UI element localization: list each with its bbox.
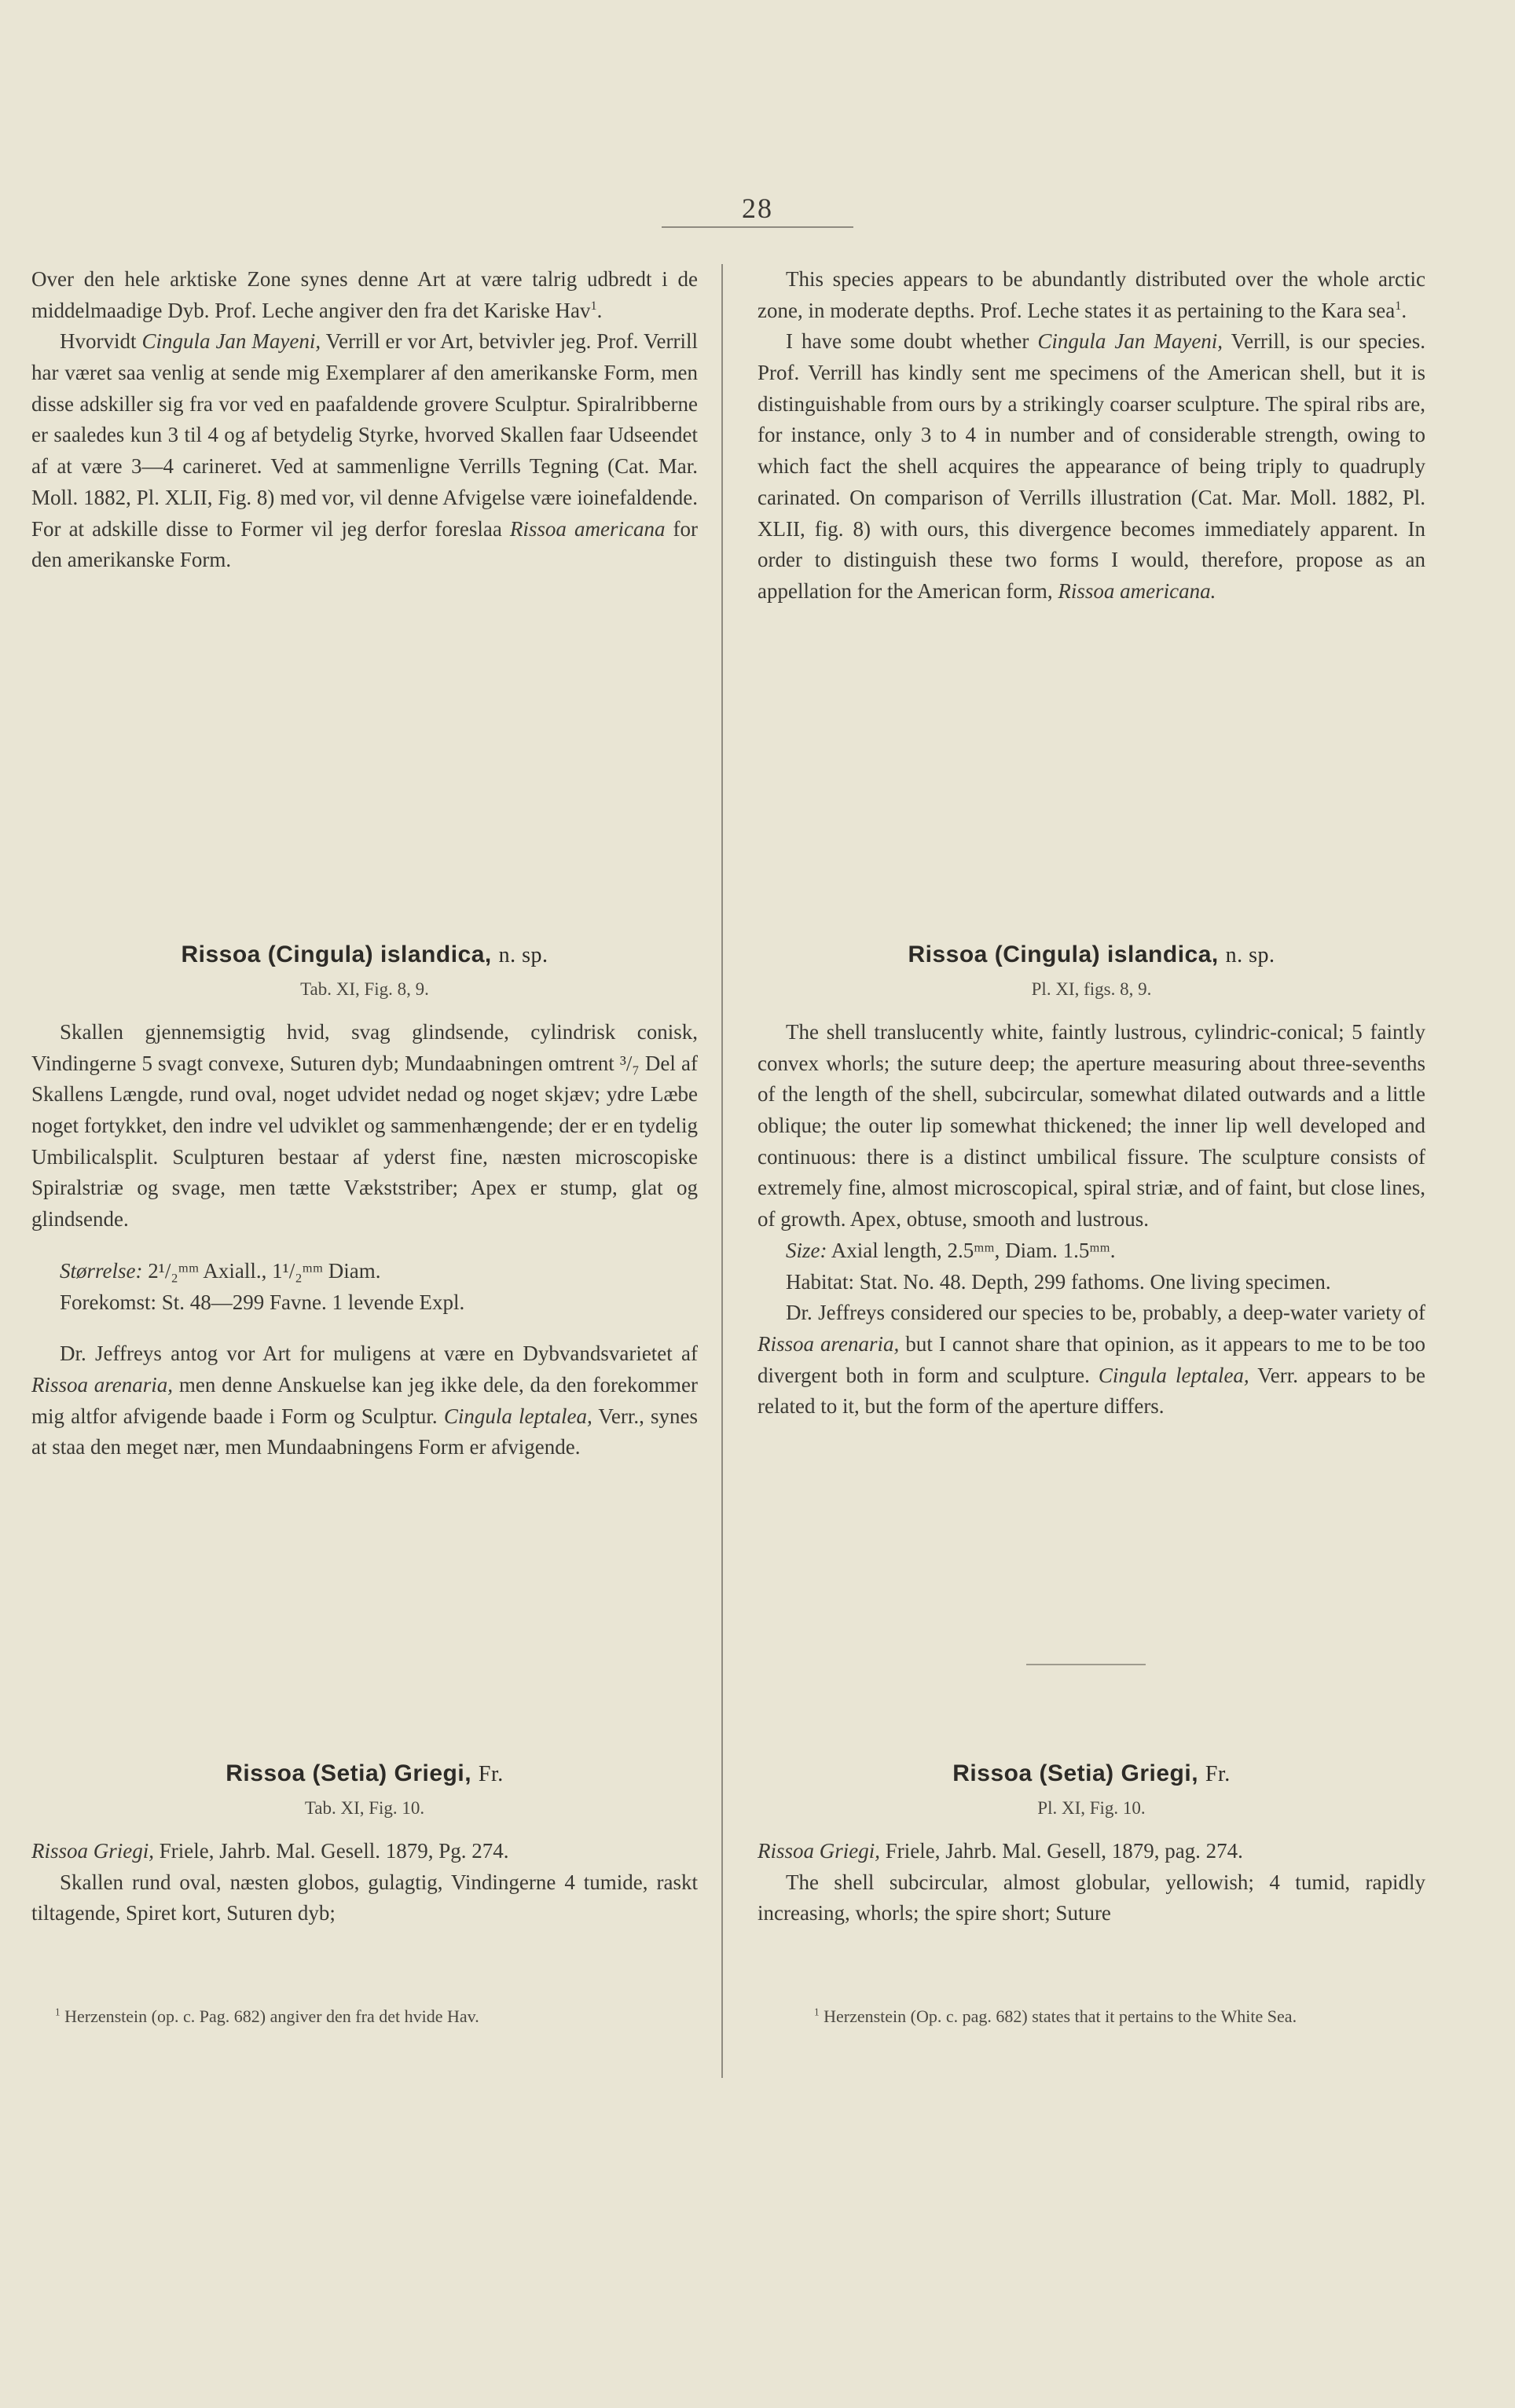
right-intro-para-2: I have some doubt whether Cingula Jan Mayeni, Verrill, is our species. Prof. Verrill has kindly sent me specimens of the American shell, but it is distinguishable from ours by a strikingly coarser sculpture. The spiral ribs are, for instance, only 3 to 4 in number and of considerable strength, owing to which fact the shell acquires the appearance of being triply to quadruply carinated. On comparison of Verrills illustration (Cat. Mar. Moll. 1882, Pl. XLII, fig. 8) with ours, this divergence becomes immediately apparent. In order to distinguish these two forms I would, therefore, propose as an appellation for the American form, Rissoa americana. <box>758 329 1425 603</box>
left-intro <box>31 264 698 576</box>
section-islandica-english <box>758 942 1425 1422</box>
description: Skallen gjennemsigtig hvid, svag glindsende, cylindrisk conisk, Vindingerne 5 svagt convexe, Suturen dyb; Mundaabningen omtrent ³/₇ Del af Skallens Længde, rund oval, noget udvidet nedad og noget skjæv; ydre Læbe noget fortykket, den indre vel udviklet og sammenhængende; der er en tydelig Umbilicalsplit. Sculpturen bestaar af yderst fine, næsten microscopiske Spiralstriæ og svage, men tætte Vækststriber; Apex er stump, glat og glindsende. <box>31 1020 698 1232</box>
left-intro-para-2: Hvorvidt Cingula Jan Mayeni, Verrill er vor Art, betvivler jeg. Prof. Verrill har været saa venlig at sende mig Exemplarer af den amerikanske Form, men disse adskiller sig fra vor ved en paafaldende grovere Sculptur. Spiralribberne er saaledes kun 3 til 4 og af betydelig Styrke, hvorved Skallen faar Udseendet af at være 3—4 carineret. Ved at sammenligne Verrills Tegning (Cat. Mar. Moll. 1882, Pl. XLII, Fig. 8) med vor, vil denne Afvigelse være ioinefaldende. For at adskille disse to Former vil jeg derfor foreslaa Rissoa americana for den amerikanske Form. <box>31 329 699 572</box>
size: Størrelse: 2¹/₂ᵐᵐ Axiall., 1¹/₂ᵐᵐ Diam. <box>60 1258 381 1283</box>
footnote-left: $^1$ Herzenstein (op. c. Pag. 682) angiver den fra det hvide Hav. <box>55 2006 479 2026</box>
plate-reference: Tab. XI, Fig. 10. <box>304 1798 425 1818</box>
right-intro <box>758 264 1425 608</box>
remark: Dr. Jeffreys antog vor Art for muligens at være en Dybvandsvarietet af Rissoa arenaria, men denne Anskuelse kan jeg ikke dele, da den forekommer mig altfor afvigende baade i Form og Sculptur. Cingula leptalea, Verr., synes at staa den meget nær, men Mundaabningens Form er afvigende. <box>31 1342 699 1459</box>
section-islandica-danish <box>31 942 698 1463</box>
plate-reference: Pl. XI, Fig. 10. <box>1037 1798 1146 1818</box>
plate-reference: Tab. XI, Fig. 8, 9. <box>300 979 429 999</box>
habitat: Habitat: Stat. No. 48. Depth, 299 fathoms. One living specimen. <box>786 1269 1331 1294</box>
description: The shell translucently white, faintly lustrous, cylindric-conical; 5 faintly convex whorls; the suture deep; the aperture measuring about three-sevenths of the length of the shell, subcircular, somewhat dilated outwards and a little oblique; the outer lip somewhat thickened; the inner lip well developed and continuous: there is a distinct umbilical fissure. The sculpture consists of extremely fine, almost microscopical, spiral striæ, and of faint, but close lines, of growth. Apex, obtuse, smooth and lustrous. <box>758 1020 1425 1232</box>
separator-rule <box>1026 1664 1146 1665</box>
right-intro-para-1: This species appears to be abundantly distributed over the whole arctic zone, in moderate depths. Prof. Leche states it as pertaining to the Kara sea$^1$. <box>758 267 1425 322</box>
left-intro-para-1: Over den hele arktiske Zone synes denne Art at være talrig udbredt i de middelmaadige Dyb. Prof. Leche angiver den fra det Kariske Hav$^1$. <box>31 267 698 322</box>
section-griegi-english <box>758 1760 1425 1929</box>
plate-reference: Pl. XI, figs. 8, 9. <box>1031 979 1152 999</box>
section-heading: Rissoa (Cingula) islandica, n. sp. <box>908 942 1275 967</box>
locality: Forekomst: St. 48—299 Favne. 1 levende Expl. <box>60 1290 465 1314</box>
section-heading: Rissoa (Setia) Griegi, Fr. <box>952 1760 1231 1786</box>
size: Size: Axial length, 2.5ᵐᵐ, Diam. 1.5ᵐᵐ. <box>786 1238 1116 1262</box>
page-number-rule <box>662 226 853 228</box>
section-heading: Rissoa (Cingula) islandica, n. sp. <box>181 942 548 967</box>
reference: Rissoa Griegi, Friele, Jahrb. Mal. Gesell. 1879, Pg. 274. <box>31 1839 509 1863</box>
section-heading: Rissoa (Setia) Griegi, Fr. <box>226 1760 504 1786</box>
section-griegi-danish <box>31 1760 698 1929</box>
description: Skallen rund oval, næsten globos, gulagtig, Vindingerne 4 tumide, raskt tiltagende, Spiret kort, Suturen dyb; <box>31 1870 698 1925</box>
remark: Dr. Jeffreys considered our species to be, probably, a deep-water variety of Rissoa arenaria, but I cannot share that opinion, as it appears to me to be too divergent both in form and sculpture. Cingula leptalea, Verr. appears to be related to it, but the form of the aperture differs. <box>758 1301 1426 1419</box>
footnote-right: $^1$ Herzenstein (Op. c. pag. 682) states that it pertains to the White Sea. <box>814 2006 1297 2026</box>
description: The shell subcircular, almost globular, yellowish; 4 tumid, rapidly increasing, whorls; the spire short; Suture <box>758 1870 1425 1925</box>
column-divider <box>721 264 723 2078</box>
reference: Rissoa Griegi, Friele, Jahrb. Mal. Gesell, 1879, pag. 274. <box>758 1839 1243 1863</box>
page-number: 28 <box>742 193 773 224</box>
